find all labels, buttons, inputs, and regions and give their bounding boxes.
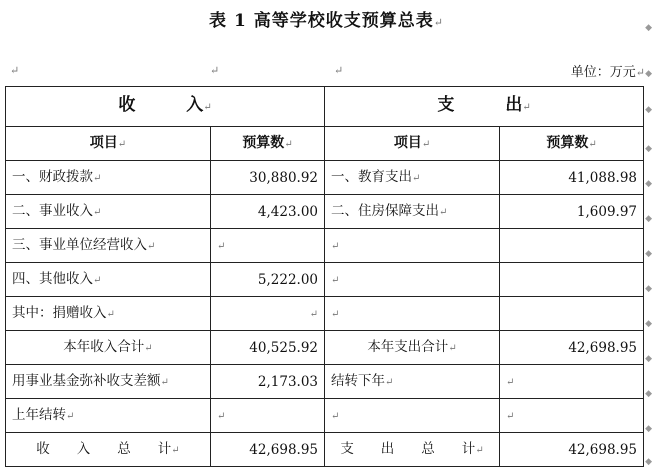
paragraph-mark-icon: ↵ — [106, 308, 115, 320]
paragraph-mark-icon: ↵ — [448, 342, 457, 354]
table-row — [6, 399, 644, 433]
margin-tick-icon: ◆ — [645, 389, 652, 399]
cell-text: 四、其他收入 — [12, 270, 93, 287]
income-subtotal-value: 40,525.92 — [211, 331, 325, 365]
expense-item-cell — [325, 365, 500, 399]
paragraph-mark-icon: ↵ — [331, 308, 340, 320]
income-item-cell — [6, 399, 211, 433]
expense-value-cell — [500, 365, 644, 399]
paragraph-mark-icon: ↵ — [433, 16, 444, 29]
cell-text: 用事业基金弥补收支差额 — [12, 372, 161, 389]
paragraph-mark-icon: ↵ — [635, 66, 645, 79]
margin-tick-icon: ◆ — [645, 249, 652, 259]
column-header-text: 预算数 — [242, 134, 285, 151]
paragraph-mark-icon: ↵ — [439, 206, 448, 218]
income-item-column-header — [6, 127, 211, 161]
table-row — [6, 297, 644, 331]
paragraph-mark-icon: ↵ — [475, 444, 484, 456]
expense-subtotal-value: 42,698.95 — [500, 331, 644, 365]
expense-value-cell — [500, 229, 644, 263]
income-item-cell — [6, 229, 211, 263]
income-total-label — [6, 433, 211, 467]
expense-item-cell — [325, 195, 500, 229]
expense-item-cell — [325, 161, 500, 195]
paragraph-mark-icon: ↵ — [210, 64, 220, 77]
income-budget-column-header — [211, 127, 325, 161]
paragraph-mark-icon: ↵ — [412, 172, 421, 184]
cell-text: 本年支出合计 — [367, 338, 449, 355]
expense-budget-column-header — [500, 127, 644, 161]
paragraph-mark-icon: ↵ — [284, 138, 293, 150]
income-item-cell — [6, 195, 211, 229]
expense-value-cell: 41,088.98 — [500, 161, 644, 195]
cell-text: 收 入 总 计 — [36, 440, 172, 457]
expense-value-cell — [500, 297, 644, 331]
margin-tick-icon: ◆ — [645, 69, 652, 79]
margin-tick-icon: ◆ — [645, 457, 652, 467]
cell-text: 结转下年 — [331, 372, 386, 389]
budget-summary-table — [5, 86, 644, 467]
expense-value-cell — [500, 399, 644, 433]
table-row — [6, 263, 644, 297]
income-value-cell — [211, 399, 325, 433]
expense-subtotal-label — [325, 331, 500, 365]
table-title — [0, 8, 653, 36]
paragraph-mark-icon: ↵ — [93, 172, 102, 184]
column-header-text: 项目 — [393, 134, 422, 151]
income-total-value: 42,698.95 — [211, 433, 325, 467]
paragraph-mark-icon: ↵ — [331, 410, 340, 422]
expense-value-cell: 1,609.97 — [500, 195, 644, 229]
cell-text: 其中：捐赠收入 — [12, 304, 107, 321]
paragraph-mark-icon: ↵ — [217, 410, 226, 422]
margin-tick-icon: ◆ — [645, 354, 652, 364]
column-header-text: 项目 — [89, 134, 118, 151]
income-item-cell — [6, 297, 211, 331]
paragraph-mark-icon: ↵ — [334, 64, 344, 77]
cell-text: 二、事业收入 — [12, 202, 93, 219]
margin-marks — [647, 0, 653, 474]
income-value-cell: 4,423.00 — [211, 195, 325, 229]
margin-tick-icon: ◆ — [645, 144, 652, 154]
paragraph-mark-icon: ↵ — [588, 138, 597, 150]
expense-total-value: 42,698.95 — [500, 433, 644, 467]
cell-text: 二、住房保障支出 — [331, 202, 440, 219]
paragraph-mark-icon: ↵ — [66, 410, 75, 422]
income-item-cell — [6, 161, 211, 195]
table-row — [6, 331, 644, 365]
paragraph-mark-icon: ↵ — [506, 410, 515, 422]
table-row — [6, 195, 644, 229]
column-header-row — [6, 127, 644, 161]
income-value-cell — [211, 297, 325, 331]
income-value-cell: 2,173.03 — [211, 365, 325, 399]
paragraph-mark-icon: ↵ — [309, 308, 319, 320]
margin-tick-icon: ◆ — [645, 319, 652, 329]
paragraph-mark-icon: ↵ — [385, 376, 394, 388]
paragraph-mark-icon: ↵ — [171, 444, 180, 456]
paragraph-mark-icon: ↵ — [147, 240, 156, 252]
expense-item-cell — [325, 399, 500, 433]
table-title-text: 表 1 高等学校收支预算总表 — [209, 11, 434, 31]
section-header-row — [6, 87, 644, 127]
unit-label — [571, 64, 645, 82]
margin-tick-icon: ◆ — [645, 23, 652, 33]
paragraph-mark-icon: ↵ — [10, 64, 20, 77]
margin-tick-icon: ◆ — [645, 424, 652, 434]
cell-text: 上年结转 — [12, 406, 66, 423]
income-item-cell — [6, 365, 211, 399]
paragraph-mark-icon: ↵ — [331, 274, 340, 286]
column-header-text: 预算数 — [546, 134, 589, 151]
income-value-cell: 30,880.92 — [211, 161, 325, 195]
expense-value-cell — [500, 263, 644, 297]
income-value-cell — [211, 229, 325, 263]
margin-tick-icon: ◆ — [645, 284, 652, 294]
margin-tick-icon: ◆ — [645, 179, 652, 189]
cell-text: 支 出 总 计 — [340, 440, 476, 457]
paragraph-mark-icon: ↵ — [117, 138, 127, 150]
cell-text: 本年收入合计 — [63, 338, 145, 355]
expense-item-cell — [325, 297, 500, 331]
table-row — [6, 365, 644, 399]
margin-tick-icon: ◆ — [645, 214, 652, 224]
margin-tick-icon: ◆ — [645, 105, 652, 115]
income-section-header — [6, 87, 325, 127]
paragraph-mark-icon: ↵ — [331, 240, 340, 252]
expense-item-cell — [325, 229, 500, 263]
expense-item-cell — [325, 263, 500, 297]
table-row — [6, 161, 644, 195]
cell-text: 一、教育支出 — [331, 168, 413, 185]
paragraph-mark-icon: ↵ — [93, 274, 102, 286]
expense-item-column-header — [325, 127, 500, 161]
paragraph-mark-icon: ↵ — [160, 376, 169, 388]
income-item-cell — [6, 263, 211, 297]
expense-section-header — [325, 87, 644, 127]
paragraph-mark-icon: ↵ — [203, 102, 212, 113]
paragraph-mark-icon: ↵ — [93, 206, 102, 218]
cell-text: 三、事业单位经营收入 — [12, 236, 147, 253]
income-value-cell: 5,222.00 — [211, 263, 325, 297]
expense-header-text: 支 出 — [437, 95, 523, 115]
total-row — [6, 433, 644, 467]
paragraph-mark-icon: ↵ — [217, 240, 226, 252]
table-row — [6, 229, 644, 263]
expense-total-label — [325, 433, 500, 467]
cell-text: 一、财政拨款 — [12, 168, 93, 185]
paragraph-mark-icon: ↵ — [144, 342, 153, 354]
paragraph-mark-icon: ↵ — [522, 102, 531, 113]
paragraph-mark-icon: ↵ — [506, 376, 515, 388]
income-subtotal-label — [6, 331, 211, 365]
unit-text: 单位：万元 — [570, 65, 636, 80]
paragraph-mark-icon: ↵ — [421, 138, 431, 150]
income-header-text: 收 入 — [118, 95, 204, 115]
